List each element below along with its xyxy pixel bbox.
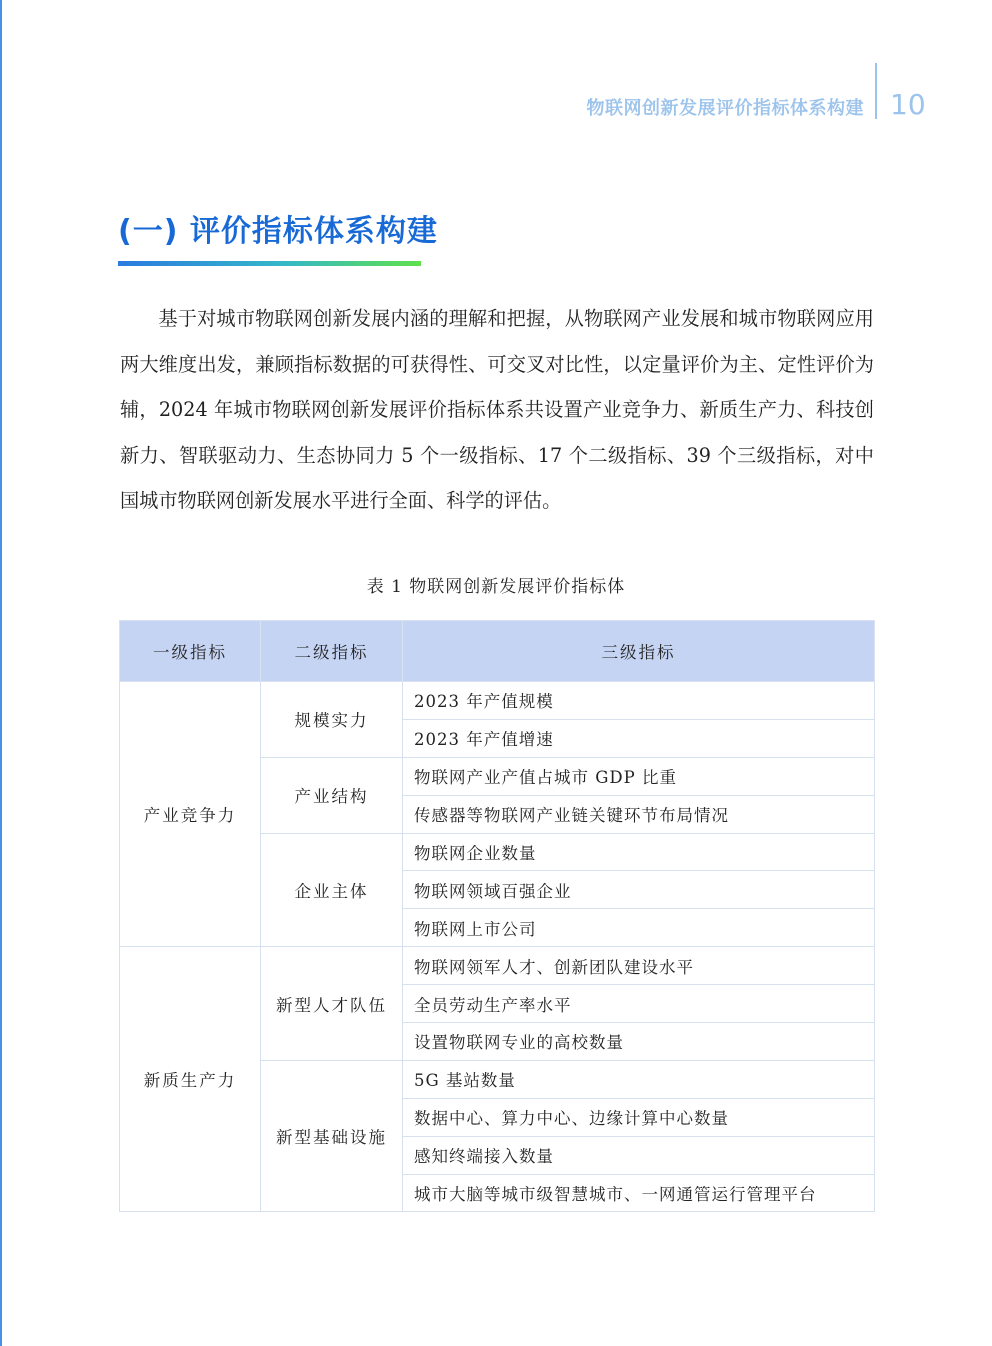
level3-cell: 5G 基站数量 [403,1060,875,1098]
header-divider [875,63,877,119]
level3-cell: 数据中心、算力中心、边缘计算中心数量 [403,1098,875,1136]
level2-cell: 新型人才队伍 [261,947,403,1061]
header-level1: 一级指标 [120,621,261,682]
running-header-title: 物联网创新发展评价指标体系构建 [586,98,864,119]
table-body [120,682,875,1212]
level3-cell: 物联网产业产值占城市 GDP 比重 [403,757,875,795]
table-caption: 表 1 物联网创新发展评价指标体 [366,577,626,597]
level3-cell: 设置物联网专业的高校数量 [403,1023,875,1061]
header-level2: 二级指标 [261,621,403,682]
level3-cell: 感知终端接入数量 [403,1136,875,1174]
level2-cell: 新型基础设施 [261,1060,403,1212]
level3-cell: 传感器等物联网产业链关键环节布局情况 [403,795,875,833]
table-header-row [120,621,875,682]
level3-cell: 物联网领军人才、创新团队建设水平 [403,947,875,985]
level2-cell: 规模实力 [261,682,403,758]
level3-cell: 物联网领域百强企业 [403,871,875,909]
level2-cell: 企业主体 [261,833,403,947]
body-paragraph: 基于对城市物联网创新发展内涵的理解和把握，从物联网产业发展和城市物联网应用两大维度出发，兼顾指标数据的可获得性、可交叉对比性，以定量评价为主、定性评价为辅，2024 年城市物联网创新发展评价指标体系共设置产业竞争力、新质生产力、科技创新力、智联驱动力、生态协同力 5 个一级指标、17 个二级指标、39 个三级指标，对中国城市物联网创新发展水平进行全面、科学的评估。 [120,307,874,512]
section-title: (一) 评价指标体系构建 [118,214,438,249]
table-row [120,682,875,720]
level3-cell: 物联网企业数量 [403,833,875,871]
level3-cell: 城市大脑等城市级智慧城市、一网通管运行管理平台 [403,1174,875,1212]
section-title-underline [118,261,421,266]
page-edge-rule [0,0,2,1346]
page-number: 10 [890,88,926,121]
header-level3: 三级指标 [403,621,875,682]
level2-cell: 产业结构 [261,757,403,833]
level3-cell: 2023 年产值增速 [403,719,875,757]
table-row [120,947,875,985]
level1-cell: 新质生产力 [120,947,261,1212]
level3-cell: 2023 年产值规模 [403,682,875,720]
level1-cell: 产业竞争力 [120,682,261,947]
indicator-table [119,620,875,1212]
level3-cell: 全员劳动生产率水平 [403,985,875,1023]
table-header [120,621,875,682]
level3-cell: 物联网上市公司 [403,909,875,947]
